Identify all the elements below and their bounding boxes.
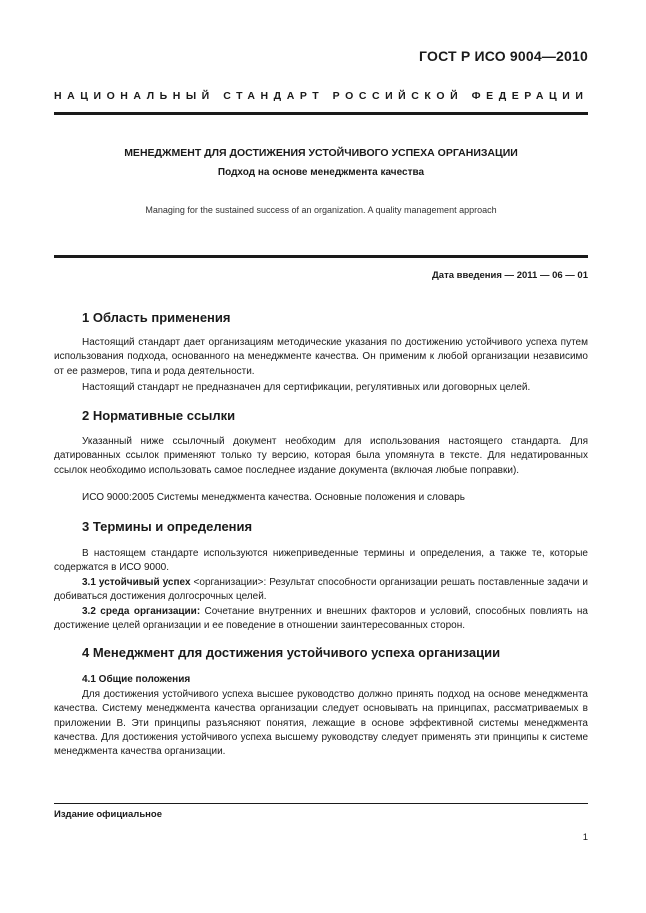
document-title-english: Managing for the sustained success of an organization. A quality management approach [145,205,497,215]
page-number: 1 [582,832,588,843]
section-3-paragraph-1: В настоящем стандарте используются нижеприведенные термины и определения, а также те, которые содержатся в ИСО 9000. [54,548,588,574]
section-4-1-paragraph: Для достижения устойчивого успеха высшее руководство должно принять подход на основе менеджмента качества. Систему менеджмента качества организации следует основывать на принципах, рассматриваемых в приложении В. Эти принципы разъясняют понятия, лежащие в основе эффективной системы менеджмента качества. Для достижения устойчивого успеха высшему руководству следует применять эти принципы к системе менеджмента качества организации. [54,689,588,758]
term-3-2: 3.2 среда организации: Сочетание внутренних и внешних факторов и условий, способных повлиять на достижение целей организации и ее поведение в отношении заинтересованных сторон. [54,606,588,632]
document-subtitle: Подход на основе менеджмента качества [217,167,425,178]
subsection-4-1-heading: 4.1 Общие положения [82,674,191,685]
document-title: МЕНЕДЖМЕНТ ДЛЯ ДОСТИЖЕНИЯ УСТОЙЧИВОГО УСПЕХА ОРГАНИЗАЦИИ [124,147,518,159]
document-code: ГОСТ Р ИСО 9004—2010 [419,48,588,64]
national-standard-banner: НАЦИОНАЛЬНЫЙ СТАНДАРТ РОССИЙСКОЙ ФЕДЕРАЦИИ [54,90,589,102]
section-2-paragraph-1: Указанный ниже ссылочный документ необходим для использования настоящего стандарта. Для датированных ссылок применяют только ту версию, которая была упомянута в тексте. Для недатированных ссылок необходимо использовать самое последнее издание документа (включая любые поправки). [54,436,588,476]
term-3-1-name: 3.1 устойчивый успех [82,577,191,588]
section-2-heading: 2 Нормативные ссылки [82,408,236,423]
section-1-paragraph-1: Настоящий стандарт дает организациям методические указания по достижению устойчивого успеха путем использования подхода, основанного на менеджменте качества. Он применим к любой организации независимо от ее размеров, типа и рода деятельности. [54,337,588,377]
header-rule [54,112,588,115]
edition-note: Издание официальное [54,809,162,820]
section-1-paragraph-2: Настоящий стандарт не предназначен для сертификации, регулятивных или договорных целей. [82,382,531,393]
section-3-heading: 3 Термины и определения [82,519,253,534]
section-2-paragraph-2: ИСО 9000:2005 Системы менеджмента качества. Основные положения и словарь [82,492,466,503]
term-3-2-name: 3.2 среда организации: [82,606,201,617]
section-1-heading: 1 Область применения [82,310,231,325]
section-4-heading: 4 Менеджмент для достижения устойчивого успеха организации [82,645,501,660]
term-3-1: 3.1 устойчивый успех <организации>: Результат способности организации решать поставленные задачи и добиваться достижения долгосрочных целей. [54,577,589,603]
introduction-date: Дата введения — 2011 — 06 — 01 [432,270,588,281]
footer-rule [54,803,588,804]
title-block-rule [54,255,588,258]
